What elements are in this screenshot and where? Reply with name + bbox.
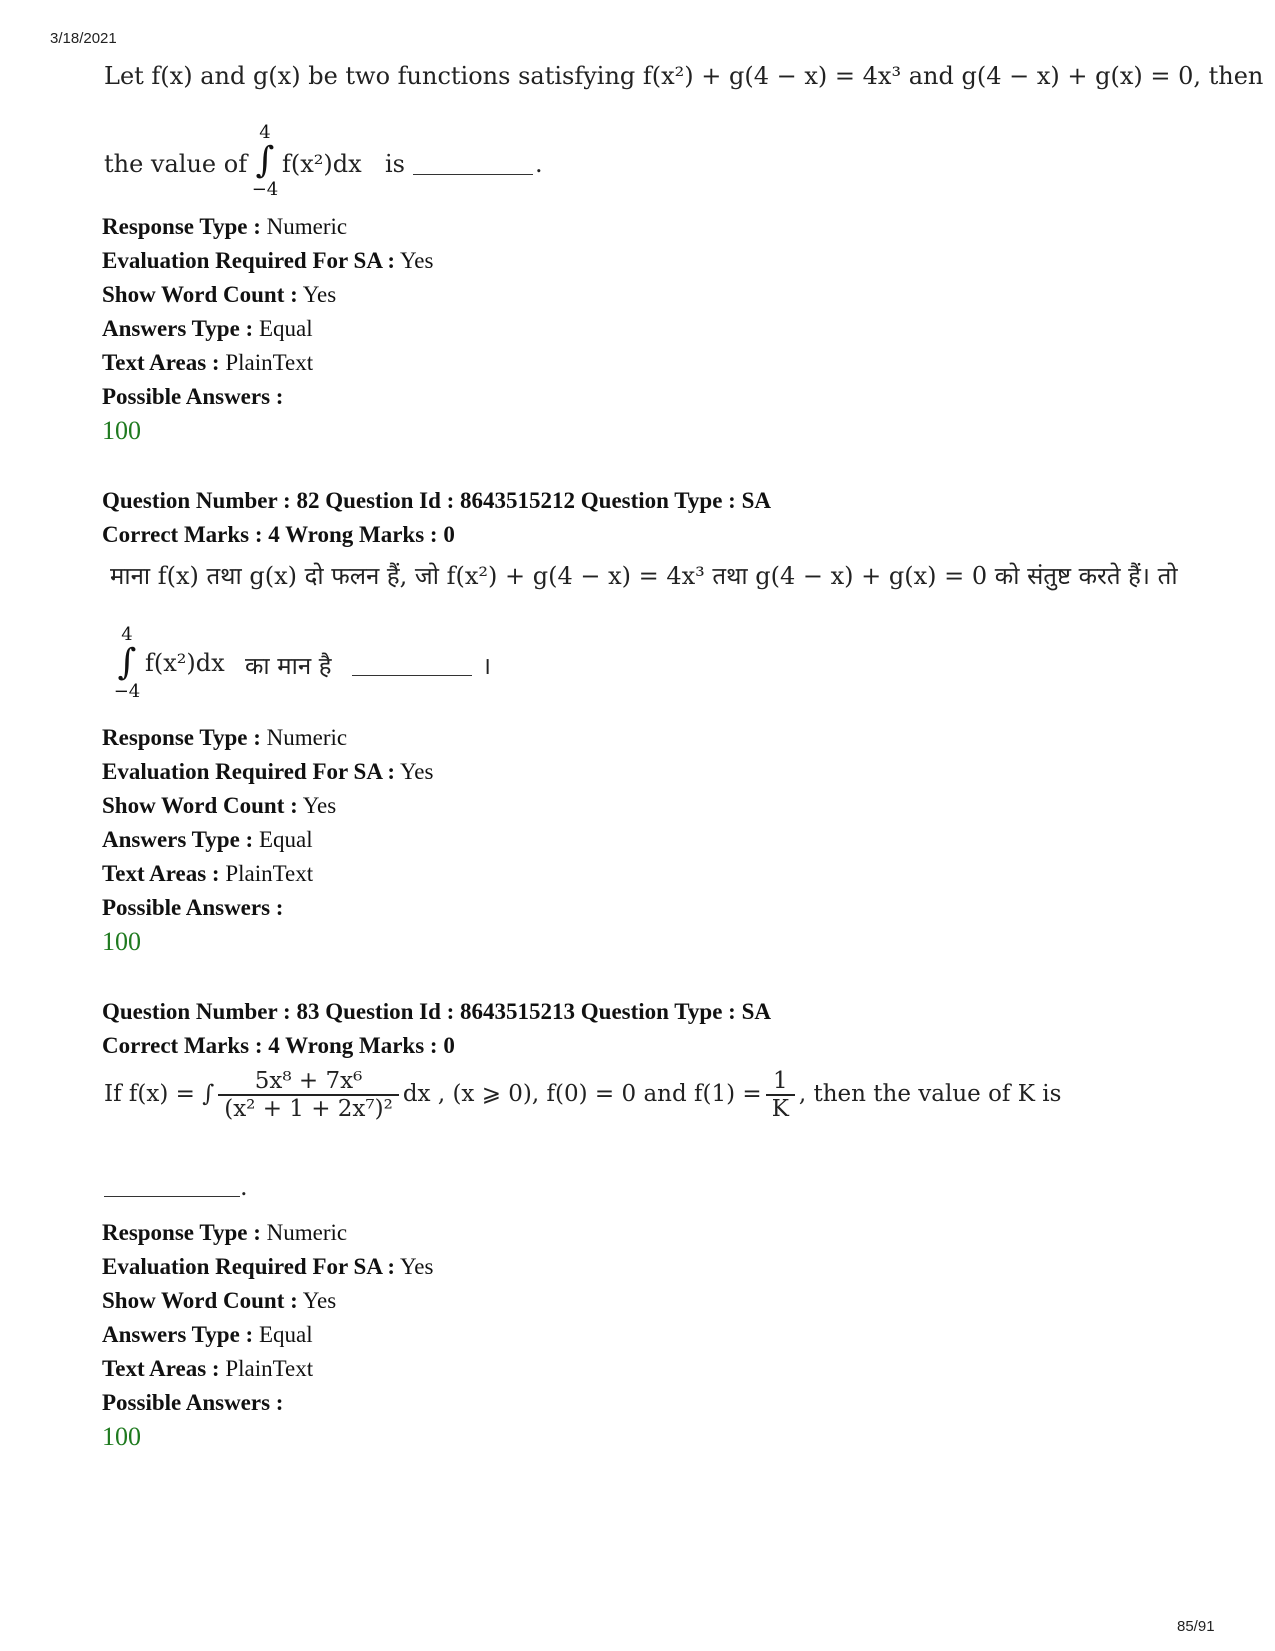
- evaluation-label: Evaluation Required For SA :: [102, 248, 396, 273]
- q82-integrand: f(x²)dx: [145, 649, 225, 677]
- page-number: 85/91: [1177, 1618, 1215, 1635]
- integral-sign-icon: ∫: [117, 642, 137, 683]
- q83-header: [102, 995, 771, 1063]
- possible-answers-label: Possible Answers :: [102, 895, 284, 920]
- q83-prefix: If f(x) = ∫: [104, 1081, 215, 1107]
- q83-answer: 100: [102, 1422, 141, 1451]
- text-areas-value: PlainText: [225, 350, 314, 375]
- q83-statement: [104, 1068, 1061, 1122]
- q81-statement-line2-prefix: the value of: [104, 150, 248, 178]
- q82-meta: [102, 721, 433, 959]
- evaluation-value: Yes: [400, 248, 434, 273]
- q81-answer: 100: [102, 416, 141, 445]
- q82-answer: 100: [102, 927, 141, 956]
- q83-k-fraction: [766, 1068, 795, 1122]
- q82-header-line1: Question Number : 82 Question Id : 8643515212 Question Type : SA: [102, 488, 771, 513]
- print-date: 3/18/2021: [50, 30, 117, 47]
- answers-type-value: Equal: [258, 1322, 313, 1347]
- word-count-value: Yes: [302, 282, 337, 307]
- q82-answer-blank: [352, 675, 472, 676]
- possible-answers-label: Possible Answers :: [102, 1390, 284, 1415]
- possible-answers-label: Possible Answers :: [102, 384, 284, 409]
- word-count-label: Show Word Count :: [102, 1288, 298, 1313]
- word-count-label: Show Word Count :: [102, 282, 298, 307]
- evaluation-value: Yes: [400, 759, 434, 784]
- q82-integral: [112, 624, 142, 702]
- q83-k-numerator: 1: [766, 1068, 795, 1096]
- q82-header: [102, 484, 771, 552]
- answers-type-label: Answers Type :: [102, 1322, 254, 1347]
- q83-suffix: , then the value of K is: [798, 1081, 1062, 1107]
- integral-sign-icon: ∫: [255, 140, 275, 181]
- evaluation-label: Evaluation Required For SA :: [102, 759, 396, 784]
- q83-middle: dx , (x ⩾ 0), f(0) = 0 and f(1) =: [402, 1081, 762, 1107]
- q83-header-line2: Correct Marks : 4 Wrong Marks : 0: [102, 1033, 455, 1058]
- q81-integral-upper: 4: [259, 122, 271, 143]
- q83-header-line1: Question Number : 83 Question Id : 8643515213 Question Type : SA: [102, 999, 771, 1024]
- q82-statement-line1: माना f(x) तथा g(x) दो फलन हैं, जो f(x²) + g(4 − x) = 4x³ तथा g(4 − x) + g(x) = 0 को संतुष्ट करते हैं। तो: [110, 562, 1178, 590]
- q83-end-punct: .: [240, 1173, 248, 1201]
- q83-fraction: [218, 1068, 399, 1122]
- q81-end-punct: .: [535, 150, 543, 178]
- q81-integral-lower: −4: [251, 179, 279, 200]
- answers-type-label: Answers Type :: [102, 316, 254, 341]
- answers-type-value: Equal: [258, 827, 313, 852]
- q81-meta: [102, 210, 433, 448]
- response-type-label: Response Type :: [102, 214, 261, 239]
- evaluation-value: Yes: [400, 1254, 434, 1279]
- q82-header-line2: Correct Marks : 4 Wrong Marks : 0: [102, 522, 455, 547]
- q83-answer-blank: [104, 1196, 240, 1197]
- q82-end-punct: ।: [482, 652, 492, 680]
- text-areas-value: PlainText: [225, 861, 314, 886]
- evaluation-label: Evaluation Required For SA :: [102, 1254, 396, 1279]
- q83-meta: [102, 1216, 433, 1454]
- answers-type-value: Equal: [258, 316, 313, 341]
- q82-integral-upper: 4: [121, 624, 133, 645]
- q81-integrand: f(x²)dx: [282, 150, 362, 178]
- q83-frac-denominator: (x² + 1 + 2x⁷)²: [224, 1096, 393, 1122]
- response-type-value: Numeric: [266, 725, 348, 750]
- q83-k-denominator: K: [771, 1096, 789, 1122]
- text-areas-label: Text Areas :: [102, 350, 220, 375]
- q81-statement-line1: Let f(x) and g(x) be two functions satisfying f(x²) + g(4 − x) = 4x³ and g(4 − x) + g(x) = 0, then: [104, 62, 1264, 90]
- response-type-value: Numeric: [266, 214, 348, 239]
- q83-frac-numerator: 5x⁸ + 7x⁶: [218, 1068, 399, 1096]
- word-count-value: Yes: [302, 1288, 337, 1313]
- response-type-value: Numeric: [266, 1220, 348, 1245]
- text-areas-label: Text Areas :: [102, 1356, 220, 1381]
- q81-answer-blank: [413, 174, 533, 175]
- q81-is: is: [385, 150, 405, 178]
- q82-integral-lower: −4: [113, 681, 141, 702]
- response-type-label: Response Type :: [102, 725, 261, 750]
- text-areas-label: Text Areas :: [102, 861, 220, 886]
- response-type-label: Response Type :: [102, 1220, 261, 1245]
- answers-type-label: Answers Type :: [102, 827, 254, 852]
- word-count-value: Yes: [302, 793, 337, 818]
- word-count-label: Show Word Count :: [102, 793, 298, 818]
- text-areas-value: PlainText: [225, 1356, 314, 1381]
- q81-integral: [250, 122, 280, 200]
- q82-suffix: का मान है: [245, 652, 332, 680]
